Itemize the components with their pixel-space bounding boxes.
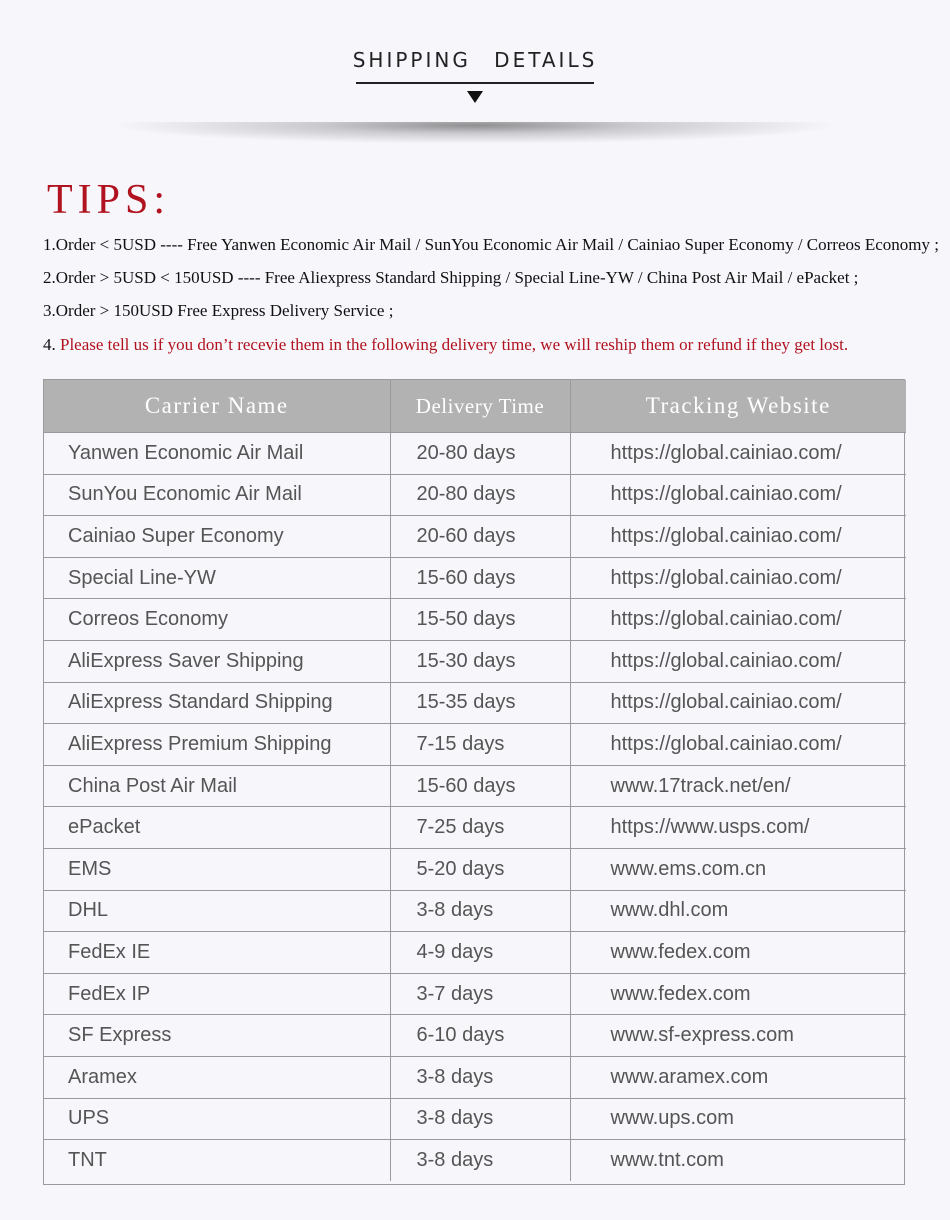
tips-heading: TIPS: (47, 177, 171, 223)
tip-line-4 (43, 335, 848, 355)
table-row (44, 599, 906, 641)
table-row (44, 807, 906, 849)
shipping-table (43, 379, 905, 1185)
table-row (44, 932, 906, 974)
delivery-time-cell: 4-9 days (390, 932, 570, 974)
delivery-time-cell: 3-8 days (390, 1140, 570, 1181)
delivery-time-cell: 6-10 days (390, 1015, 570, 1057)
table-row (44, 1140, 906, 1181)
table-row (44, 890, 906, 932)
title-underline (356, 82, 594, 84)
table-row (44, 682, 906, 724)
table-row (44, 1056, 906, 1098)
carrier-name-cell: UPS (44, 1098, 390, 1140)
table-row (44, 433, 906, 475)
delivery-time-cell: 20-80 days (390, 474, 570, 516)
tracking-website-cell: www.ems.com.cn (570, 848, 906, 890)
tracking-website-cell: https://global.cainiao.com/ (570, 724, 906, 766)
carrier-name-cell: AliExpress Premium Shipping (44, 724, 390, 766)
delivery-time-cell: 7-15 days (390, 724, 570, 766)
table-row (44, 516, 906, 558)
tracking-website-cell: www.sf-express.com (570, 1015, 906, 1057)
column-header-carrier: Carrier Name (44, 380, 390, 433)
delivery-time-cell: 3-8 days (390, 1098, 570, 1140)
tracking-website-cell: https://global.cainiao.com/ (570, 640, 906, 682)
delivery-time-cell: 3-8 days (390, 890, 570, 932)
carrier-name-cell: EMS (44, 848, 390, 890)
table-row (44, 474, 906, 516)
tracking-website-cell: https://global.cainiao.com/ (570, 557, 906, 599)
delivery-time-cell: 7-25 days (390, 807, 570, 849)
tracking-website-cell: https://global.cainiao.com/ (570, 433, 906, 475)
tracking-website-cell: www.tnt.com (610, 1148, 724, 1171)
table-row (44, 557, 906, 599)
table-row (44, 765, 906, 807)
table-header-row (44, 380, 906, 433)
table-row (44, 973, 906, 1015)
tracking-website-cell: https://global.cainiao.com/ (570, 474, 906, 516)
delivery-time-cell: 20-60 days (390, 516, 570, 558)
carrier-name-cell: FedEx IP (44, 973, 390, 1015)
delivery-time-cell: 15-60 days (390, 765, 570, 807)
tracking-website-cell: www.dhl.com (570, 890, 906, 932)
carrier-name-cell: SF Express (44, 1015, 390, 1057)
tip-line-3: 3.Order > 150USD Free Express Delivery Service ; (43, 301, 394, 320)
table-body (44, 433, 906, 1181)
table-row (44, 1015, 906, 1057)
tip-line-4-warning: Please tell us if you don’t recevie them in the following delivery time, we will reship them or refund if they get lost. (60, 335, 849, 354)
carrier-name-cell: Yanwen Economic Air Mail (44, 433, 390, 475)
tip-line-2: 2.Order > 5USD < 150USD ---- Free Aliexpress Standard Shipping / Special Line-YW / China Post Air Mail / ePacket ; (43, 268, 859, 287)
carrier-name-cell: TNT (44, 1140, 390, 1181)
tracking-website-cell: www.fedex.com (570, 932, 906, 974)
down-triangle-icon (467, 91, 483, 103)
page-title: SHIPPING DETAILS (352, 48, 598, 72)
carrier-name-cell: Special Line-YW (44, 557, 390, 599)
delivery-time-cell: 15-35 days (390, 682, 570, 724)
table-row (44, 848, 906, 890)
delivery-time-cell: 15-50 days (390, 599, 570, 641)
table-row (44, 640, 906, 682)
shadow-divider (110, 122, 840, 144)
carrier-name-cell: Correos Economy (44, 599, 390, 641)
tracking-website-cell: https://global.cainiao.com/ (570, 599, 906, 641)
delivery-time-cell: 15-30 days (390, 640, 570, 682)
column-header-delivery-time: Delivery Time (390, 380, 570, 433)
delivery-time-cell: 3-8 days (390, 1056, 570, 1098)
carrier-name-cell: ePacket (44, 807, 390, 849)
delivery-time-cell: 3-7 days (390, 973, 570, 1015)
delivery-time-cell: 5-20 days (390, 848, 570, 890)
carrier-name-cell: China Post Air Mail (44, 765, 390, 807)
carrier-name-cell: AliExpress Standard Shipping (44, 682, 390, 724)
tracking-website-cell: www.fedex.com (570, 973, 906, 1015)
table-row (44, 724, 906, 766)
delivery-time-cell: 20-80 days (390, 433, 570, 475)
tracking-website-cell: https://www.usps.com/ (570, 807, 906, 849)
tracking-website-cell: www.ups.com (570, 1098, 906, 1140)
column-header-tracking-website: Tracking Website (570, 380, 906, 433)
carrier-name-cell: Aramex (44, 1056, 390, 1098)
delivery-time-cell: 15-60 days (390, 557, 570, 599)
carrier-name-cell: FedEx IE (44, 932, 390, 974)
tracking-website-cell: https://global.cainiao.com/ (570, 516, 906, 558)
tip-line-1: 1.Order < 5USD ---- Free Yanwen Economic Air Mail / SunYou Economic Air Mail / Cainiao Super Economy / Correos Economy ; (43, 235, 939, 254)
carrier-name-cell: AliExpress Saver Shipping (44, 640, 390, 682)
tip-line-4-number: 4. (43, 335, 60, 354)
table-row (44, 1098, 906, 1140)
tracking-website-cell: www.17track.net/en/ (570, 765, 906, 807)
carrier-name-cell: DHL (44, 890, 390, 932)
tracking-website-cell: www.aramex.com (570, 1056, 906, 1098)
carrier-name-cell: SunYou Economic Air Mail (44, 474, 390, 516)
carrier-name-cell: Cainiao Super Economy (44, 516, 390, 558)
tracking-website-cell: https://global.cainiao.com/ (570, 682, 906, 724)
